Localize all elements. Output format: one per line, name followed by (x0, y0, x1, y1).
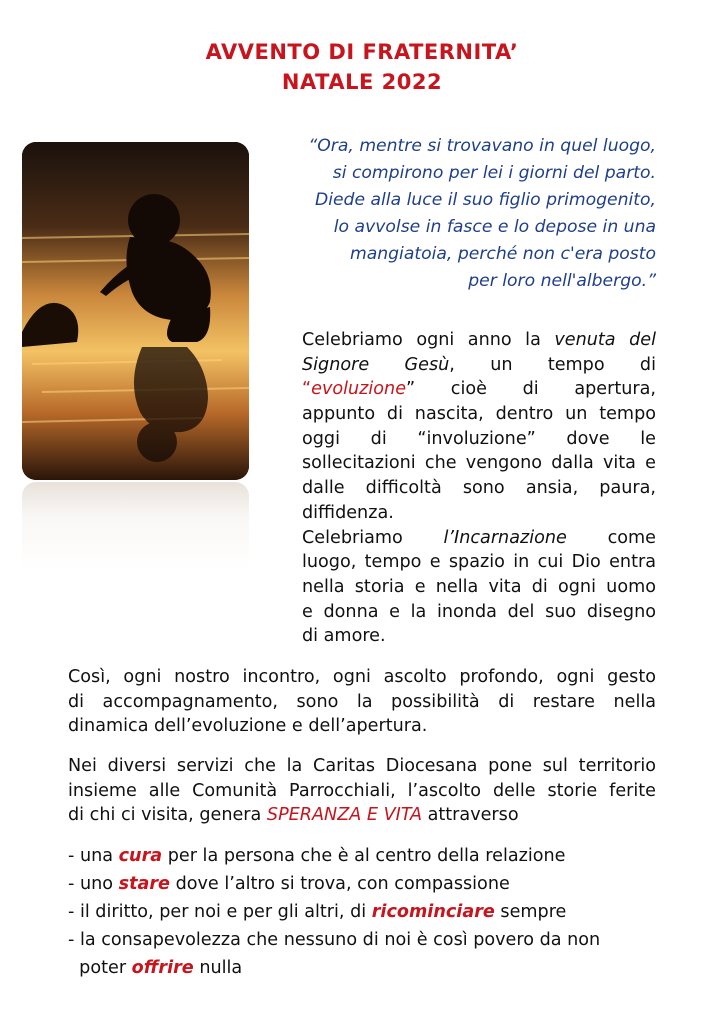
text-line: e donna e la inonda del suo disegno (302, 601, 656, 622)
text-line: di chi ci visita, genera SPERANZA E VITA attraverso (68, 805, 519, 826)
quote-line: “Ora, mentre si trovavano in quel luogo, (308, 136, 656, 156)
quote-line: per loro nell'albergo.” (468, 271, 656, 291)
text-line: di amore. (302, 626, 386, 647)
child-silhouette-image (22, 142, 249, 480)
text-line: oggi di “involuzione” dove le (302, 428, 656, 449)
text-line: nella storia e nella vita di ogni uomo (302, 576, 656, 597)
text-line: sollecitazioni che vengono dalla vita e (302, 453, 656, 474)
child-beach-photo (22, 142, 249, 480)
list-item: - il diritto, per noi e per gli altri, di ricominciare sempre (68, 902, 567, 922)
text-line: Nei diversi servizi che la Caritas Diocesana pone sul territorio (68, 756, 656, 776)
text-line: dalle difficoltà sono ansia, paura, (302, 478, 656, 499)
text-line: “evoluzione” cioè di apertura, (302, 379, 656, 400)
text-line: appunto di nascita, dentro un tempo (302, 404, 656, 425)
page-subtitle: NATALE 2022 (281, 70, 443, 94)
text-line: di accompagnamento, sono la possibilità di restare nella (68, 691, 656, 712)
advent-paragraph (302, 328, 656, 649)
quote-line: mangiatoia, perché non c'era posto (349, 244, 656, 264)
text-line: dinamica dell’evoluzione e dell’apertura. (68, 716, 428, 737)
quote-line: Diede alla luce il suo figlio primogenito, (314, 190, 656, 210)
page-title: AVVENTO DI FRATERNITA’ (205, 40, 519, 64)
text-line: insieme alle Comunità Parrocchiali, l’ascolto delle storie ferite (68, 780, 656, 801)
list-item: - una cura per la persona che è al centro della relazione (68, 846, 566, 866)
text-line: diffidenza. (302, 502, 394, 523)
quote-line: lo avvolse in fasce e lo depose in una (333, 217, 656, 237)
list-item: poter offrire nulla (68, 958, 243, 978)
list-item: - uno stare dove l’altro si trova, con compassione (68, 874, 510, 894)
caritas-paragraph (68, 754, 656, 828)
text-line: Celebriamo ogni anno la venuta del (302, 330, 656, 350)
text-line: Celebriamo l’Incarnazione come (302, 527, 657, 548)
gospel-quote (290, 133, 656, 295)
photo-reflection (22, 482, 249, 572)
encounter-paragraph (68, 665, 656, 739)
text-line: Così, ogni nostro incontro, ogni ascolto profondo, ogni gesto (68, 667, 656, 687)
text-line: luogo, tempo e spazio in cui Dio entra (302, 552, 656, 573)
quote-line: si compirono per lei i giorni del parto. (332, 163, 656, 183)
list-item: - la consapevolezza che nessuno di noi è così povero da non (68, 930, 601, 950)
text-line: Signore Gesù, un tempo di (302, 354, 656, 375)
